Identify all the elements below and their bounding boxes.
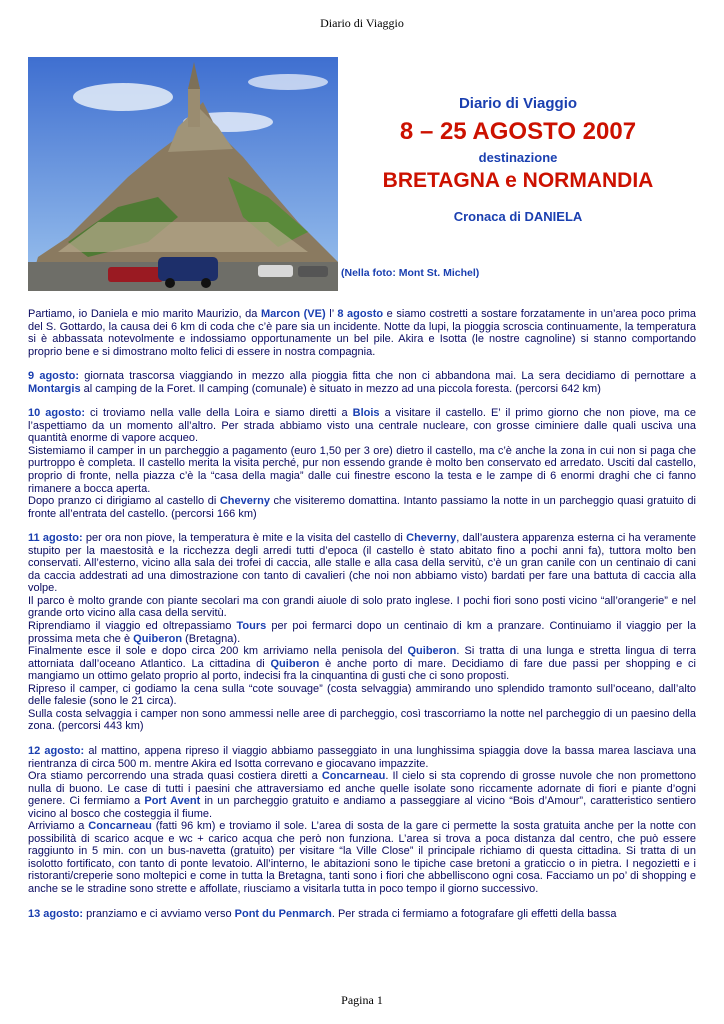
place-name: Blois — [352, 407, 380, 420]
paragraph-9-agosto — [28, 370, 696, 395]
place-name: Quiberon — [133, 632, 183, 645]
day-label: 10 agosto: — [28, 407, 85, 420]
mont-st-michel-photo — [28, 57, 338, 291]
page-number: Pagina 1 — [341, 993, 383, 1007]
place-name: Tours — [236, 620, 267, 633]
place-name: Quiberon — [270, 657, 320, 670]
text-run: Sistemiamo il camper in un parcheggio a pagamento (euro 1,50 per 3 ore) dietro il castello, ma c’è anche la zona in cui non si paga che purtroppo è completa. Il castello merita la visita perché, pur non essendo grande è molto ben conservato ed arredato. Usciti dal castello, proprio di fronte, nella piazza c’è la “casa della magia” dalle cui finestre escono la testa e le zampe di 6 enormi draghi che ci fanno rimanere a bocca aperta. — [28, 444, 696, 495]
text-run: (fatti 96 km) e troviamo il sole. L’area di sosta de la gare ci permette la sosta gratuita anche per la notte con possibilità di scarico acque e wc + carico acqua che però non funziona. L’area si trova a poca distanza dal centro, che può essere raggiunto in 5 min. con un bus-navetta (gratuito) per visitare “la Ville Close” il principale richiamo di questa cittadina. Si tratta di un isolotto fortificato, con tanto di ponte levatoio. All’interno, le abitazioni sono le tipiche case bretoni a graticcio o in pietra. I negozietti e i ristoranti/creperie sono moltepici e come in tutta la Bretagna, tanti sono i fiori che abbelliscono ogni cosa. Facciamo un po’ di shopping e anche se le stradine sono strette e affollate, riusciamo a visitarla tutta in poco tempo il giorno successivo. — [28, 820, 696, 895]
text-run: Riprendiamo il viaggio ed oltrepassiamo — [28, 620, 237, 633]
text-run: Dopo pranzo ci dirigiamo al castello di — [28, 495, 220, 508]
trip-dates: 8 – 25 AGOSTO 2007 — [399, 118, 637, 145]
text-run: pranziamo e ci avviamo verso — [83, 907, 235, 920]
text-run: che visiteremo domattina. Intanto passiamo la notte in un parcheggio quasi gratuito di fronte all’entrata del castello. (percorsi 166 km) — [28, 495, 696, 520]
day-label: 13 agosto: — [28, 907, 84, 920]
place-name: Concarneau — [88, 820, 152, 833]
place-name: Cheverny — [406, 532, 457, 545]
place-name: Quiberon — [407, 645, 457, 658]
paragraph-13-agosto — [28, 908, 696, 921]
text-run: ci troviamo nella valle della Loira e siamo diretti a — [85, 407, 353, 420]
day-label: 9 agosto: — [28, 370, 80, 383]
text-run: per poi fermarci dopo un centinaio di km a pranzare. Continuiamo il viaggio per la prossima meta che è — [28, 620, 696, 645]
text-run: Arriviamo a — [28, 820, 89, 833]
destination-label: destinazione — [478, 150, 558, 165]
text-run: a visitare il castello. E’ il primo giorno che non piove, ma ce l’aspettiamo da un momento all’altro. Per strada abbiamo visto una centrale nucleare, con grosse ciminiere dalle quali usciva una quantità enorme di vapore acqueo. — [28, 407, 696, 445]
paragraph-intro — [28, 308, 696, 358]
text-run: Partiamo, io Daniela e mio marito Maurizio, da — [28, 308, 261, 320]
paragraph-12-agosto — [28, 745, 696, 896]
place-name: Port Avent — [144, 795, 201, 808]
text-run: al camping de la Foret. Il camping (comunale) è situato in mezzo ad una piccola foresta. (percorsi 642 km) — [80, 382, 601, 395]
paragraph-10-agosto — [28, 407, 696, 520]
place-name: Pont du Penmarch — [234, 907, 332, 920]
paragraph-11-agosto — [28, 532, 696, 733]
text-run: . Il cielo si sta coprendo di grosse nuvole che non promettono nulla di buono. Le case di tutti i paesini che attraversiamo ed anche quelle isolate sono riccamente adornate di fiori e piante d’ogni genere. Ci fermiamo a — [28, 770, 697, 808]
journal-body — [28, 308, 696, 932]
text-run: giornata trascorsa viaggiando in mezzo alla pioggia fitta che non ci abbandona mai. La sera decidiamo di pernottare a — [79, 370, 696, 383]
author-line: Cronaca di DANIELA — [453, 209, 583, 224]
text-run: . Si tratta di una lunga e stretta lingua di terra attorniata dall’oceano Atlantico. La cittadina di — [28, 645, 696, 670]
photo-caption: (Nella foto: Mont St. Michel) — [341, 267, 480, 279]
date-highlight: 8 agosto — [337, 308, 384, 320]
text-run: Ora stiamo percorrendo una strada quasi costiera diretti a — [28, 770, 322, 783]
text-run: l’ — [325, 308, 338, 320]
title-subtitle: Diario di Viaggio — [458, 95, 578, 112]
day-label: 11 agosto: — [28, 532, 83, 545]
text-run: , dall’austera apparenza esterna ci ha veramente stupito per la maestosità e la ricchezza degli arredi tutti d’epoca (il castello è stato abitato fino a pochi anni fa), tuttora molto ben conservati. All’esterno, vicino alla sala dei trofei di caccia, alle stalle e alla casa della servitù, c’è un gran canile con un centinaio di cani da caccia addestrati ad una dimostrazione con tanto di cavalieri (che noi non abbiamo visto) bardati per fare una battuta di caccia alla volpe. — [28, 532, 697, 595]
text-run: in un parcheggio gratuito e andiamo a passeggiare al vicino “Bois d’Amour”, caratteristico sentiero vicino al bosco che costeggia il fiume. — [28, 795, 696, 820]
text-run: per ora non piove, la temperatura è mite e la visita del castello di — [82, 532, 407, 545]
day-label: 12 agosto: — [28, 744, 85, 757]
text-run: Sulla costa selvaggia i camper non sono ammessi nelle aree di parcheggio, così trascorriamo la notte nel parcheggio di un paesino della zona. (percorsi 443 km) — [28, 707, 696, 733]
text-run: (Bretagna). — [182, 632, 241, 645]
text-run: Ripreso il camper, ci godiamo la cena sulla “cote souvage” (costa selvaggia) ammirando uno splendido tramonto sull’oceano, dall’alto delle falesie (sono le 21 circa). — [28, 682, 696, 708]
running-header: Diario di Viaggio — [320, 16, 404, 30]
destination-title: BRETAGNA e NORMANDIA — [382, 169, 654, 192]
text-run: e siamo costretti a sostare forzatamente in un’area poco prima del S. Gottardo, la causa dei 6 km di coda che c’è pare sia un incidente. Notte da lupi, la pioggia scroscia continuamente, la temperatura si è abbassata notevolmente e indossiamo opportunamente un bel pile. Akira e Isotta (le nostre cagnoline) si stanno comportando proprio bene e si dimostrano molto felici di essere in nostra compagnia. — [28, 308, 696, 358]
place-name: Montargis — [28, 382, 81, 395]
place-name: Cheverny — [219, 495, 270, 508]
text-run: . Per strada ci fermiamo a fotografare gli effetti della bassa — [331, 907, 617, 920]
place-name: Marcon (VE) — [260, 308, 326, 320]
text-run: è anche porto di mare. Decidiamo di fare due passi per shopping e ci mangiamo un ottimo gelato proprio al porto, indecisi fra la cinquantina di gusti che ci sono proposti. — [28, 657, 697, 683]
text-run: Il parco è molto grande con piante secolari ma con grandi aiuole di solo prato inglese. I pochi fiori sono posti vicino “all’orangerie” e nel grande orto vicino alla casa della servitù. — [28, 594, 696, 620]
title-block — [340, 95, 696, 224]
text-run: Finalmente esce il sole e dopo circa 200 km arriviamo nella penisola del — [28, 645, 408, 658]
photo-illustration — [28, 57, 338, 291]
place-name: Concarneau — [321, 770, 386, 783]
text-run: al mattino, appena ripreso il viaggio abbiamo passeggiato in una lunghissima spiaggia dove la bassa marea lasciava una rientranza di circa 500 m. mentre Akira ed Isotta correvano e giocavano impazzite. — [28, 744, 696, 770]
